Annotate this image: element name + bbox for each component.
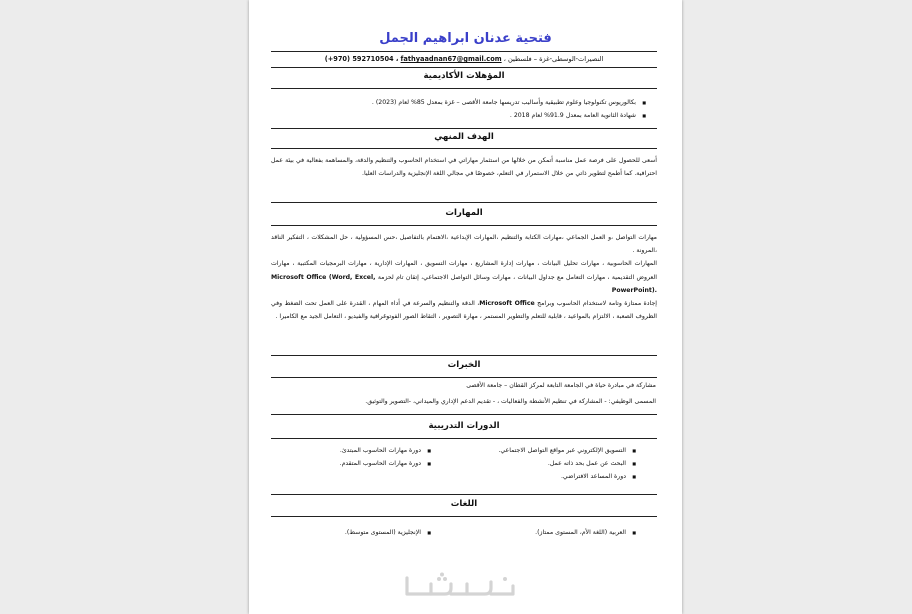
divider bbox=[271, 67, 657, 68]
divider bbox=[271, 516, 657, 517]
divider bbox=[271, 438, 657, 439]
list-item: ■ دورة مهارات الحاسوب المتقدم. bbox=[340, 457, 431, 470]
divider bbox=[271, 148, 657, 149]
divider bbox=[271, 202, 657, 203]
divider bbox=[271, 128, 657, 129]
khamsat-watermark-logo bbox=[401, 570, 521, 604]
list-item: ■ التسويق الإلكتروني عبر مواقع التواصل الاجتماعي. bbox=[498, 444, 636, 457]
divider bbox=[271, 355, 657, 356]
list-item: ■ العربية (اللغة الأم، المستوى ممتاز). bbox=[535, 526, 636, 539]
skills-technical: إجادة ممتازة وتامة لاستخدام الحاسوب وبرامج Microsoft Office، الدقة والتنظيم والسرعة في أداء المهام ، القدرة على العمل تحت الضغط وفي الظروف الصعبة ، الالتزام بالمواعيد ، قابلية للتعلم والتطوير المستمر ، مهارة التصوير ، التقاط الصور الفوتوغرافية والفيديو ، التعامل الجيد مع الكاميرا . bbox=[271, 300, 657, 321]
list-item: ■ بكالوريوس تكنولوجيا وعلوم تطبيقية وأساليب تدريسها جامعة الأقصى – غزة بمعدل 85% لعام (2023) . bbox=[372, 96, 646, 109]
divider bbox=[271, 414, 657, 415]
skills-computer: المهارات الحاسوبية ، مهارات تحليل البيانات ، مهارات إدارة المشاريع ، مهارات التسويق ، المهارات الإدارية ، مهارات البرمجيات المكتبية ، مهارات العروض التقديمية ، مهارات التعامل مع جداول البيانات ، مهارات وسائل التواصل الاجتماعي، إتقان تام لحزمة Microsoft Office (Word, Excel, PowerPoint). bbox=[271, 260, 658, 294]
resume-page bbox=[249, 0, 682, 614]
list-item: ■ دورة المساعد الافتراضي. bbox=[498, 470, 636, 483]
list-item: ■ الإنجليزية (المستوى متوسط). bbox=[345, 526, 431, 539]
skills-title: المهارات bbox=[445, 208, 483, 218]
skills-text bbox=[271, 231, 657, 323]
languages-list-left bbox=[345, 526, 431, 539]
list-item: ■ البحث عن عمل بحد ذاته عمل. bbox=[498, 457, 636, 470]
courses-list-right bbox=[498, 444, 636, 483]
divider bbox=[271, 494, 657, 495]
skills-soft: مهارات التواصل ،و العمل الجماعي ،مهارات الكتابة والتنظيم ،المهارات الإبداعية ،الاهتمام بالتفاصيل ،حس المسؤولية ، حل المشكلات ، التفكير الناقد ،المرونة . bbox=[271, 234, 657, 255]
divider bbox=[271, 88, 657, 89]
divider bbox=[271, 377, 657, 378]
education-list bbox=[372, 96, 646, 122]
list-item: ■ شهادة الثانوية العامة بمعدل 91.9% لعام 2018 . bbox=[372, 109, 646, 122]
education-title: المؤهلات الأكاديمية bbox=[423, 71, 505, 81]
courses-list-left bbox=[340, 444, 431, 470]
list-item: ■ دورة مهارات الحاسوب المبتدئ. bbox=[340, 444, 431, 457]
divider bbox=[271, 51, 657, 52]
experience-title: الخبرات bbox=[447, 360, 481, 370]
phone-number: (+970) 592710504 ، bbox=[324, 55, 399, 63]
email-link[interactable]: fathyaadnan67@gmail.com bbox=[400, 55, 502, 63]
contact-line bbox=[271, 55, 657, 63]
languages-list-right bbox=[535, 526, 636, 539]
candidate-name: فتحية عدنان ابراهيم الجمل bbox=[379, 31, 552, 46]
location: النصيرات-الوسطى-غزة – فلسطين ، bbox=[503, 55, 604, 63]
languages-title: اللغات bbox=[450, 499, 478, 509]
job-title-line: المسمى الوظيفي: - المشاركة في تنظيم الأنشطة والفعاليات ، - تقديم الدعم الإداري والميداني، -التصوير والتوثيق. bbox=[365, 398, 656, 405]
divider bbox=[271, 225, 657, 226]
experience-line: مشاركة في مبادرة حياة في الجامعة التابعة لمركز القطان – جامعة الأقصى bbox=[466, 382, 656, 389]
courses-title: الدورات التدريبية bbox=[428, 421, 500, 431]
objective-text: أسعى للحصول على فرصة عمل مناسبة أتمكن من خلالها من استثمار مهاراتي في استخدام الحاسوب والتنظيم والدقة، والمساهمة بفعالية في بيئة عمل احترافية. كما أطمح لتطوير ذاتي من خلال الاستمرار في التعلم، خصوصًا في مجالي اللغة الإنجليزية والدراسات العليا. bbox=[271, 157, 657, 178]
objective-title: الهدف المنهي bbox=[434, 132, 494, 142]
